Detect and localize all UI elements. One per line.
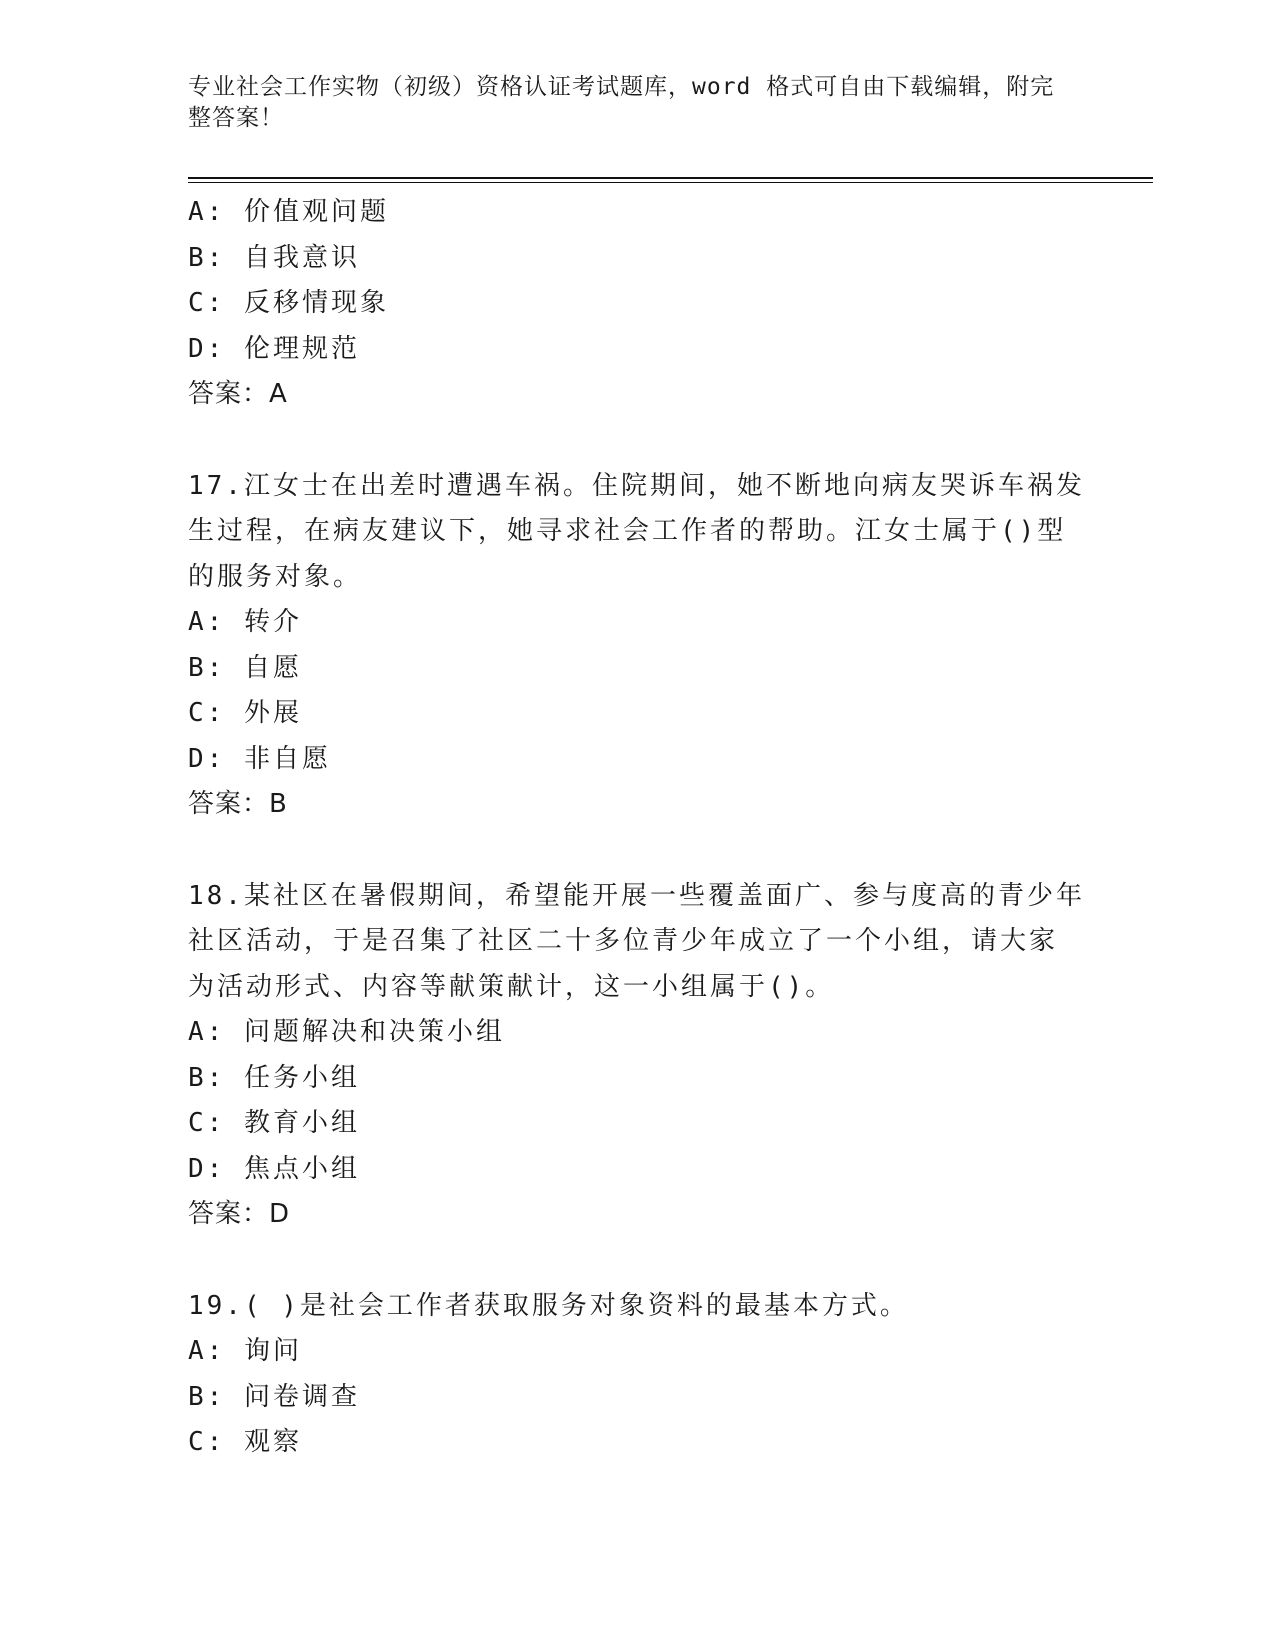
question-17-block xyxy=(188,464,1088,828)
option-b: B: 自愿 xyxy=(188,652,302,683)
question-text-line: 社区活动，于是召集了社区二十多位青少年成立了一个小组，请大家 xyxy=(188,926,1059,956)
option-b: B: 问卷调查 xyxy=(188,1381,360,1412)
document-header xyxy=(188,72,1088,134)
spacer xyxy=(188,418,1088,464)
question-text-line: 为活动形式、内容等献策献计，这一小组属于()。 xyxy=(188,971,835,1002)
answer-line: 答案：A xyxy=(188,379,288,409)
option-a: A: 转介 xyxy=(188,607,302,637)
spacer xyxy=(188,1238,1088,1284)
option-d: D: 焦点小组 xyxy=(188,1153,360,1184)
header-divider-thick xyxy=(188,177,1153,179)
question-16-block xyxy=(188,190,1088,418)
question-text-line: 生过程，在病友建议下，她寻求社会工作者的帮助。江女士属于()型 xyxy=(188,516,1067,546)
question-list xyxy=(188,190,1088,1466)
question-19-block xyxy=(188,1284,1088,1466)
option-a: A: 价值观问题 xyxy=(188,197,389,227)
spacer xyxy=(188,828,1088,874)
answer-line: 答案：D xyxy=(188,1199,291,1229)
question-text-line: 18.某社区在暑假期间，希望能开展一些覆盖面广、参与度高的青少年 xyxy=(188,880,1085,911)
option-b: B: 自我意识 xyxy=(188,242,360,273)
question-text-line: 的服务对象。 xyxy=(188,561,363,592)
option-c: C: 教育小组 xyxy=(188,1108,360,1138)
option-a: A: 询问 xyxy=(188,1336,302,1366)
question-18-block xyxy=(188,874,1088,1238)
option-c: C: 反移情现象 xyxy=(188,288,389,318)
answer-line: 答案：B xyxy=(188,789,288,819)
question-text-line: 19.( )是社会工作者获取服务对象资料的最基本方式。 xyxy=(188,1290,909,1321)
option-c: C: 外展 xyxy=(188,698,302,728)
option-c: C: 观察 xyxy=(188,1427,302,1457)
header-title-line-2: 整答案！ xyxy=(188,105,284,131)
option-b: B: 任务小组 xyxy=(188,1062,360,1093)
option-d: D: 非自愿 xyxy=(188,743,331,774)
header-title-line-1: 专业社会工作实物（初级）资格认证考试题库，word 格式可自由下载编辑，附完 xyxy=(188,74,1055,100)
option-a: A: 问题解决和决策小组 xyxy=(188,1017,505,1047)
header-divider-thin xyxy=(188,182,1153,183)
option-d: D: 伦理规范 xyxy=(188,333,360,364)
question-text-line: 17.江女士在出差时遭遇车祸。住院期间，她不断地向病友哭诉车祸发 xyxy=(188,470,1085,501)
